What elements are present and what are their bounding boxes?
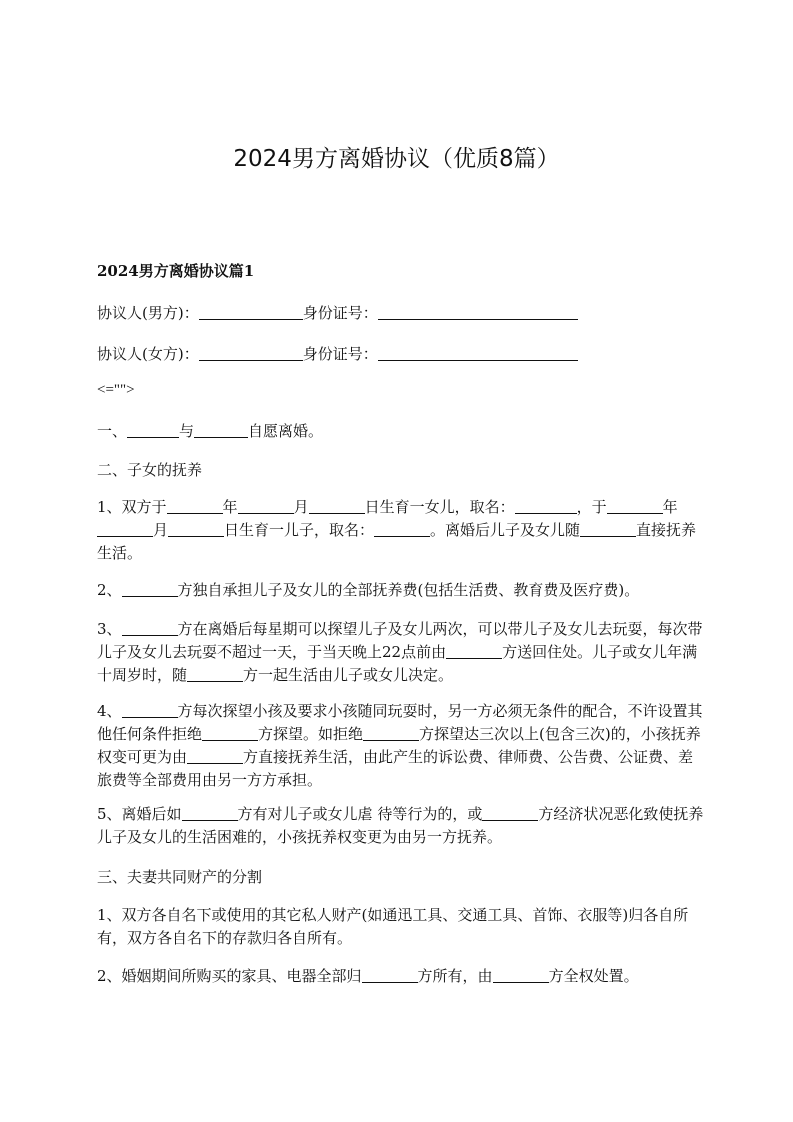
id-label: 身份证号： bbox=[302, 345, 378, 363]
text: 方经济状况恶化致使抚养儿子及女儿的生活困难的，小孩抚养权变更为由另一方抚养。 bbox=[97, 805, 704, 846]
blank-field[interactable] bbox=[199, 345, 303, 361]
blank-field[interactable] bbox=[493, 967, 549, 983]
blank-field[interactable] bbox=[167, 498, 223, 514]
text: 方探望。如拒绝 bbox=[258, 725, 364, 743]
party-male-line bbox=[97, 302, 578, 324]
property-paragraph-1: 1、双方各自名下或使用的其它私人财产(如通迅工具、交通工具、首饰、衣服等)归各自所有，双方各自名下的存款归各自所有。 bbox=[97, 906, 689, 947]
text: 。离婚后儿子及女儿随 bbox=[430, 521, 581, 539]
property-paragraph-2 bbox=[97, 965, 707, 988]
blank-field[interactable] bbox=[168, 521, 224, 537]
text: 日生育一儿子，取名： bbox=[224, 521, 375, 539]
text: 方全权处置。 bbox=[548, 967, 639, 985]
blank-field[interactable] bbox=[97, 521, 153, 537]
text: 3、 bbox=[97, 620, 122, 638]
blank-field[interactable] bbox=[202, 725, 258, 741]
blank-field[interactable] bbox=[309, 498, 365, 514]
blank-field[interactable] bbox=[580, 521, 636, 537]
section-3-title: 三、夫妻共同财产的分割 bbox=[97, 868, 263, 886]
blank-field[interactable] bbox=[238, 498, 294, 514]
party-male-label: 协议人(男方)： bbox=[97, 304, 199, 322]
blank-field[interactable] bbox=[194, 422, 248, 438]
blank-field[interactable] bbox=[187, 666, 243, 682]
text: 2、婚姻期间所购买的家具、电器全部归 bbox=[97, 967, 362, 985]
section-2-title: 二、子女的抚养 bbox=[97, 461, 203, 479]
text: 方所有，由 bbox=[417, 967, 493, 985]
text: 年 bbox=[662, 498, 678, 516]
text: 方有对儿子或女儿虐 待等行为的，或 bbox=[237, 805, 483, 823]
text: 方独自承担儿子及女儿的全部抚养费(包括生活费、教育费及医疗费)。 bbox=[177, 581, 640, 599]
text: 月 bbox=[153, 521, 169, 539]
id-label: 身份证号： bbox=[302, 304, 378, 322]
document-title: 2024男方离婚协议（优质8篇） bbox=[233, 146, 560, 172]
paragraph-1 bbox=[97, 496, 707, 565]
code-fragment: <=""> bbox=[97, 382, 135, 398]
blank-field[interactable] bbox=[182, 805, 238, 821]
blank-field[interactable] bbox=[374, 521, 430, 537]
blank-field[interactable] bbox=[122, 620, 178, 636]
party-female-label: 协议人(女方)： bbox=[97, 345, 199, 363]
text: 2、 bbox=[97, 581, 122, 599]
text: 自愿离婚。 bbox=[248, 422, 324, 440]
text: 方在离婚后每星期可以探望儿子及女儿两次，可以带儿子及女儿去玩耍，每次带儿子及女儿去玩耍不超过一天，于当天晚上22点前由 bbox=[97, 620, 703, 661]
paragraph-2 bbox=[97, 579, 707, 602]
blank-field[interactable] bbox=[122, 702, 178, 718]
blank-field[interactable] bbox=[607, 498, 663, 514]
text: 5、离婚后如 bbox=[97, 805, 182, 823]
text: 年 bbox=[222, 498, 238, 516]
blank-field[interactable] bbox=[515, 498, 577, 514]
blank-field[interactable] bbox=[127, 422, 179, 438]
blank-field[interactable] bbox=[199, 304, 303, 320]
text: ，于 bbox=[576, 498, 607, 516]
text: 方直接抚养生活，由此产生的诉讼费、律师费、公告费、公证费、差旅费等全部费用由另一方方承担。 bbox=[97, 748, 694, 789]
section-heading: 2024男方离婚协议篇1 bbox=[97, 262, 255, 280]
text: 方一起生活由儿子或女儿决定。 bbox=[243, 666, 454, 684]
blank-field[interactable] bbox=[482, 805, 538, 821]
text: 4、 bbox=[97, 702, 122, 720]
blank-field[interactable] bbox=[187, 748, 243, 764]
section-1 bbox=[97, 420, 323, 442]
text: 直接抚养生活。 bbox=[97, 521, 697, 562]
text: 方探望达三次以上(包含三次)的，小孩抚养权变可更为由 bbox=[97, 725, 701, 766]
paragraph-5 bbox=[97, 803, 707, 849]
blank-field[interactable] bbox=[363, 725, 419, 741]
paragraph-3 bbox=[97, 618, 707, 687]
blank-field[interactable] bbox=[362, 967, 418, 983]
text: 与 bbox=[179, 422, 195, 440]
blank-field[interactable] bbox=[378, 304, 578, 320]
blank-field[interactable] bbox=[122, 581, 178, 597]
paragraph-4 bbox=[97, 700, 707, 792]
text: 一、 bbox=[97, 422, 128, 440]
text: 月 bbox=[293, 498, 309, 516]
text: 1、双方于 bbox=[97, 498, 167, 516]
text: 方每次探望小孩及要求小孩随同玩耍时，另一方必须无条件的配合，不许设置其他任何条件拒绝 bbox=[97, 702, 703, 743]
text: 日生育一女儿，取名： bbox=[364, 498, 515, 516]
blank-field[interactable] bbox=[378, 345, 578, 361]
text: 方送回住处。儿子或女儿年满十周岁时，随 bbox=[97, 643, 698, 684]
party-female-line bbox=[97, 343, 578, 365]
blank-field[interactable] bbox=[446, 643, 502, 659]
